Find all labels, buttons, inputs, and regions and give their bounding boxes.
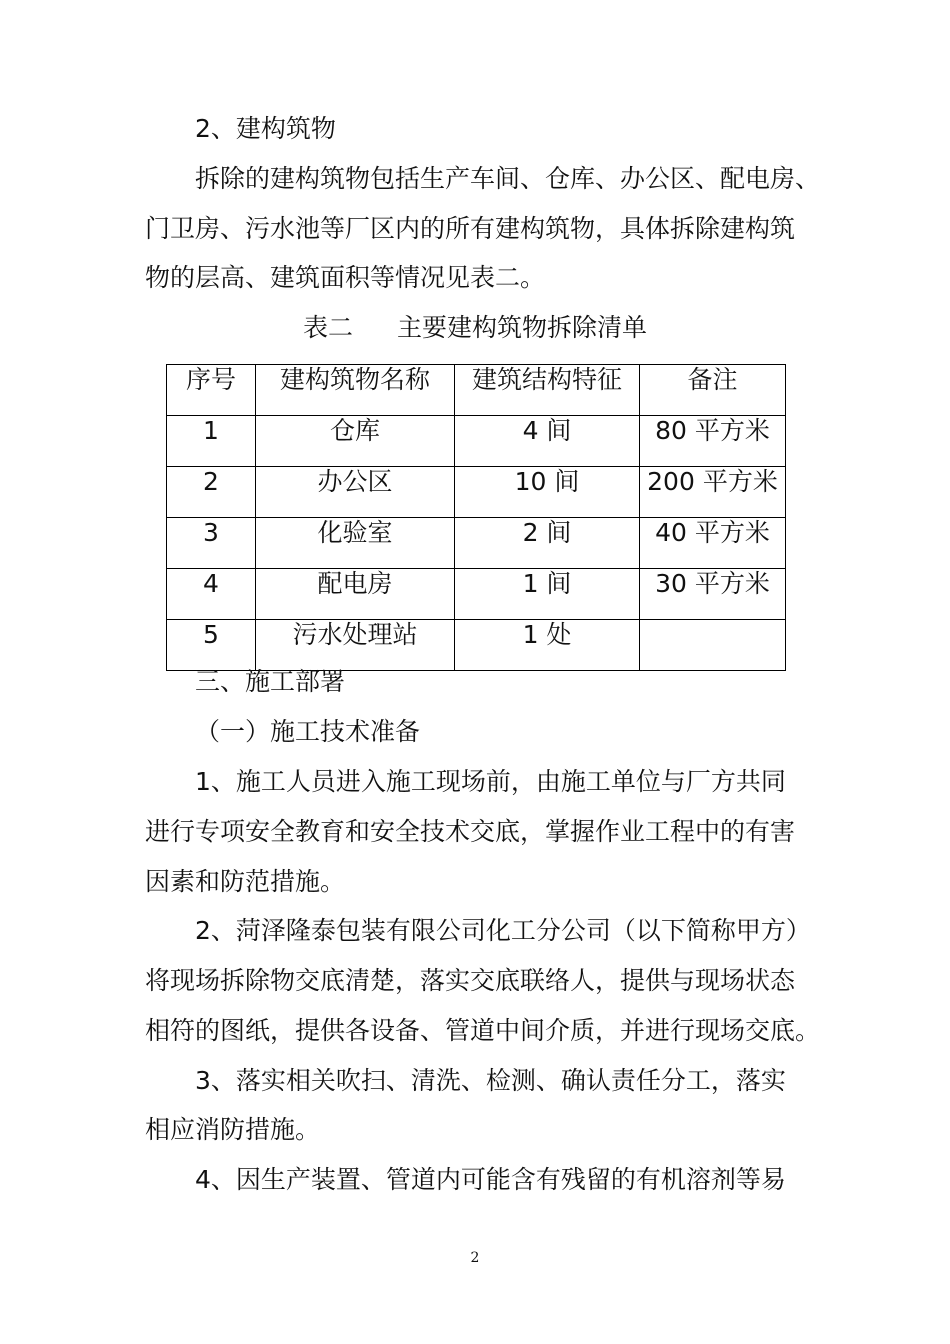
paragraph-line: 2、菏泽隆泰包装有限公司化工分公司（以下简称甲方）	[195, 916, 811, 945]
table-cell: 化验室	[256, 518, 455, 569]
table-cell: 配电房	[256, 569, 455, 620]
paragraph-line: 进行专项安全教育和安全技术交底，掌握作业工程中的有害	[145, 817, 796, 846]
table-header-cell: 建筑结构特征	[455, 365, 640, 416]
table-cell: 仓库	[256, 416, 455, 467]
table-cell: 2	[167, 467, 256, 518]
table-cell: 80 平方米	[640, 416, 786, 467]
paragraph-line: 相应消防措施。	[145, 1115, 321, 1144]
table-cell: 1 处	[455, 620, 640, 671]
table-row	[167, 467, 786, 518]
table-cell: 2 间	[455, 518, 640, 569]
table-header-cell: 备注	[640, 365, 786, 416]
table-cell: 3	[167, 518, 256, 569]
table-cell: 4 间	[455, 416, 640, 467]
table-cell: 10 间	[455, 467, 640, 518]
paragraph-line: 因素和防范措施。	[145, 867, 346, 896]
table-cell: 4	[167, 569, 256, 620]
table-row	[167, 620, 786, 671]
section-heading: 三、施工部署	[195, 667, 346, 696]
paragraph-line: 相符的图纸，提供各设备、管道中间介质，并进行现场交底。	[145, 1016, 821, 1045]
paragraph-line: 4、因生产装置、管道内可能含有残留的有机溶剂等易	[195, 1165, 786, 1194]
page-number: 2	[470, 1250, 480, 1266]
table-cell: 办公区	[256, 467, 455, 518]
table-row	[167, 518, 786, 569]
table-cell: 污水处理站	[256, 620, 455, 671]
table-header-cell: 建构筑物名称	[256, 365, 455, 416]
table-cell	[640, 620, 786, 671]
table-caption	[0, 313, 950, 343]
table-caption-title: 主要建构筑物拆除清单	[397, 313, 648, 342]
table-cell: 200 平方米	[640, 467, 786, 518]
subsection-heading: （一）施工技术准备	[195, 717, 421, 746]
table-row	[167, 569, 786, 620]
demolition-table	[166, 364, 786, 671]
paragraph-line: 门卫房、污水池等厂区内的所有建构筑物，具体拆除建构筑	[145, 214, 796, 243]
table-cell: 30 平方米	[640, 569, 786, 620]
table-cell: 1 间	[455, 569, 640, 620]
table-header-row	[167, 365, 786, 416]
paragraph-line: 将现场拆除物交底清楚，落实交底联络人，提供与现场状态	[145, 966, 796, 995]
paragraph-line: 1、施工人员进入施工现场前，由施工单位与厂方共同	[195, 767, 786, 796]
paragraph-line: 3、落实相关吹扫、清洗、检测、确认责任分工，落实	[195, 1066, 786, 1095]
table-cell: 40 平方米	[640, 518, 786, 569]
table-row	[167, 416, 786, 467]
table-caption-label: 表二	[302, 313, 353, 342]
table-cell: 5	[167, 620, 256, 671]
paragraph-line: 物的层高、建筑面积等情况见表二。	[145, 263, 546, 292]
subheading-structures: 2、建构筑物	[195, 114, 336, 143]
paragraph-line: 拆除的建构筑物包括生产车间、仓库、办公区、配电房、	[195, 164, 821, 193]
table-header-cell: 序号	[167, 365, 256, 416]
table-cell: 1	[167, 416, 256, 467]
